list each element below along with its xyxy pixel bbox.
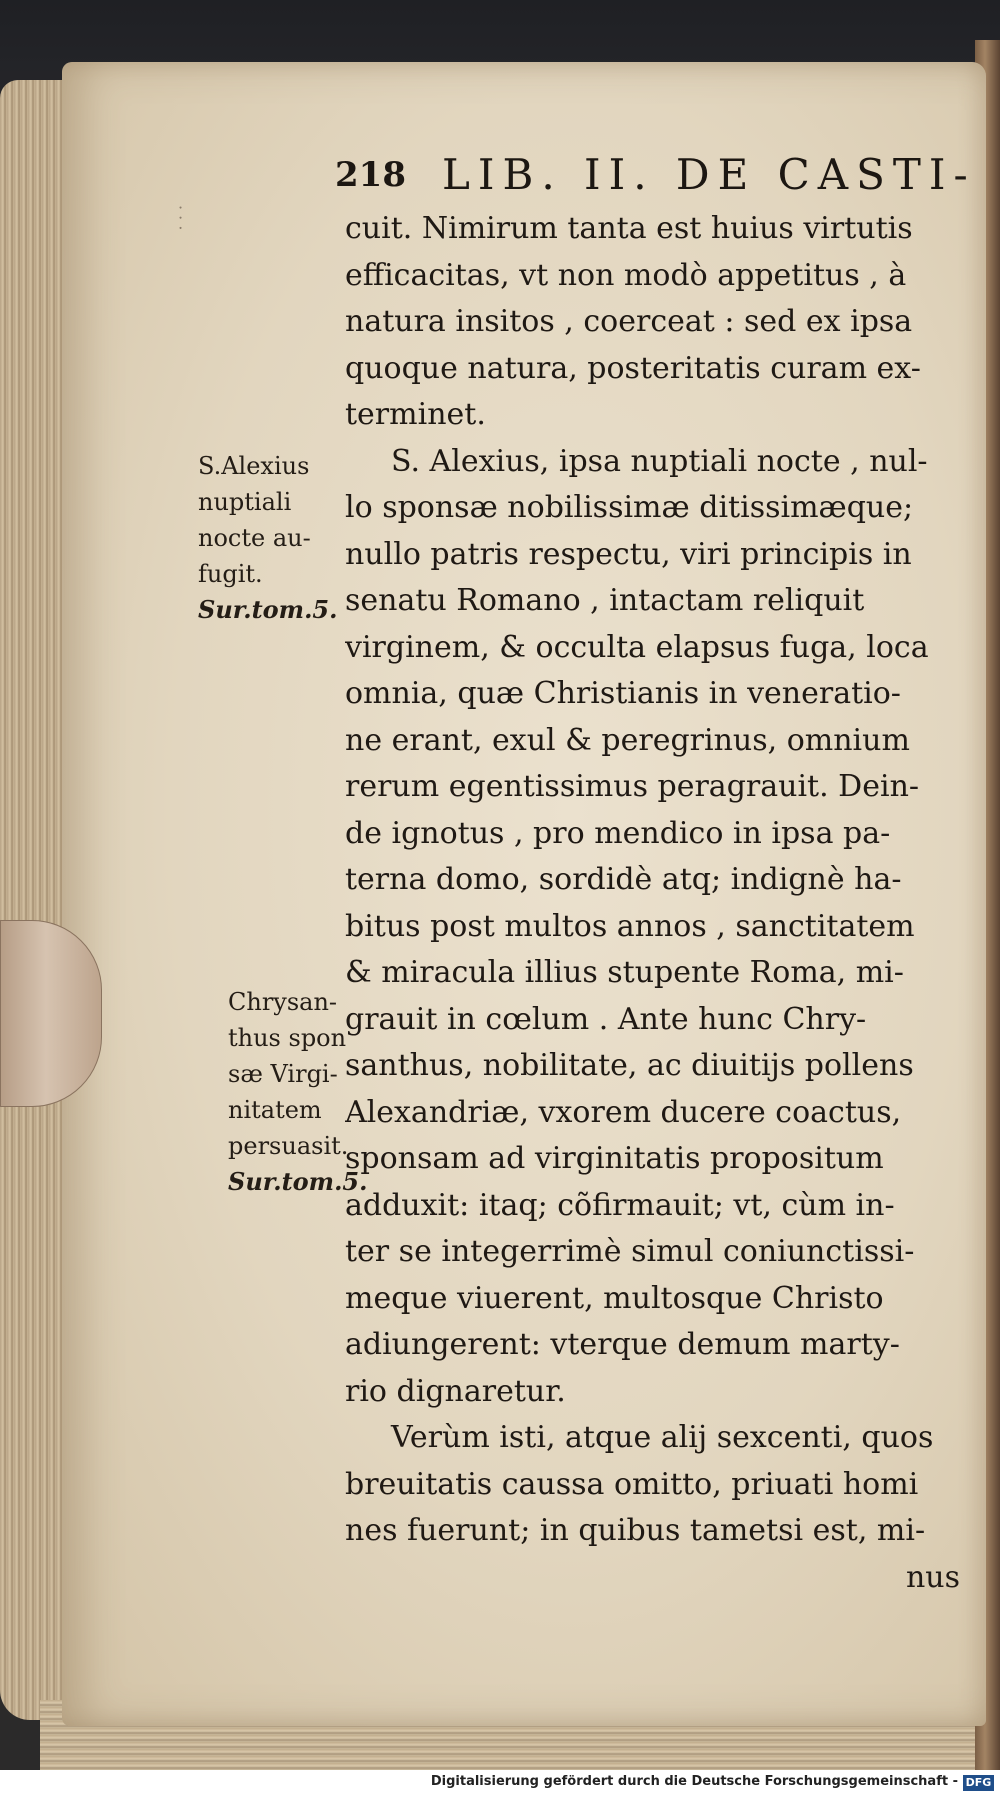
text-line: adiungerent: vterque demum marty-	[345, 1327, 900, 1362]
text-line: terna domo, sordidè atq; indignè ha-	[345, 862, 902, 897]
text-line: santhus, nobilitate, ac diuitijs pollens	[345, 1048, 914, 1083]
text-line: grauit in cœlum . Ante hunc Chry-	[345, 1001, 867, 1037]
footer-credit-text: Digitalisierung gefördert durch die Deutsche Forschungsgemeinschaft -	[430, 1774, 958, 1789]
catchword: nus	[905, 1559, 960, 1595]
margin-note-line: Chrysan-	[228, 988, 338, 1016]
text-line: bitus post multos annos , sanctitatem	[345, 908, 915, 944]
margin-note-line: persuasit.	[228, 1132, 349, 1160]
text-line: de ignotus , pro mendico in ipsa pa-	[345, 815, 891, 851]
margin-note-alexius	[198, 448, 337, 628]
digitization-footer	[0, 1770, 1000, 1796]
margin-note-line: fugit.	[198, 560, 263, 588]
pencil-annotation: · · ·	[171, 205, 190, 231]
text-line: terminet.	[345, 397, 486, 432]
text-line: adduxit: itaq; cõfirmauit; vt, cùm in-	[345, 1187, 895, 1223]
margin-note-chrysanthus	[228, 984, 367, 1200]
margin-note-line: nocte au-	[198, 524, 311, 552]
text-line: ter se integerrimè simul coniunctissi-	[345, 1234, 915, 1269]
text-line: natura insitos , coerceat : sed ex ipsa	[345, 304, 913, 339]
margin-note-line: thus spon	[228, 1024, 347, 1052]
margin-note-reference: Sur.tom.5.	[198, 595, 338, 624]
text-line: & miracula illius stupente Roma, mi-	[345, 955, 904, 990]
margin-note-line: sæ Virgi-	[228, 1060, 338, 1088]
text-line: cuit. Nimirum tanta est huius virtutis	[345, 211, 913, 246]
text-line: lo sponsæ nobilissimæ ditissimæque;	[345, 490, 914, 525]
margin-note-reference: Sur.tom.5.	[228, 1167, 368, 1196]
main-text-block	[345, 206, 960, 1601]
page-number: 218	[335, 155, 406, 195]
text-line: sponsam ad virginitatis propositum	[345, 1141, 884, 1176]
dfg-logo: DFG	[963, 1775, 994, 1791]
page-header	[335, 148, 976, 202]
text-line: Verùm isti, atque alij sexcenti, quos	[391, 1420, 934, 1455]
text-line: ne erant, exul & peregrinus, omnium	[345, 722, 910, 758]
text-line: nullo patris respectu, viri principis in	[345, 536, 912, 572]
text-line: virginem, & occulta elapsus fuga, loca	[345, 629, 929, 665]
holding-thumb	[0, 920, 102, 1107]
text-line: meque viuerent, multosque Christo	[345, 1280, 884, 1316]
running-head: LIB. II. DE CASTI-	[441, 150, 976, 199]
margin-note-line: nuptiali	[198, 488, 292, 516]
text-line: omnia, quæ Christianis in veneratio-	[345, 676, 901, 711]
text-line: efficacitas, vt non modò appetitus , à	[345, 257, 907, 293]
text-line: quoque natura, posteritatis curam ex-	[345, 350, 921, 386]
text-line: nes fuerunt; in quibus tametsi est, mi-	[345, 1513, 926, 1548]
text-line: Alexandriæ, vxorem ducere coactus,	[345, 1094, 902, 1130]
text-line: S. Alexius, ipsa nuptiali nocte , nul-	[391, 443, 928, 479]
text-line: senatu Romano , intactam reliquit	[345, 583, 865, 618]
text-line: rio dignaretur.	[345, 1373, 566, 1409]
margin-note-line: S.Alexius	[198, 452, 310, 480]
margin-note-line: nitatem	[228, 1096, 322, 1124]
text-line: breuitatis caussa omitto, priuati homi	[345, 1466, 919, 1502]
text-line: rerum egentissimus peragrauit. Dein-	[345, 769, 920, 804]
